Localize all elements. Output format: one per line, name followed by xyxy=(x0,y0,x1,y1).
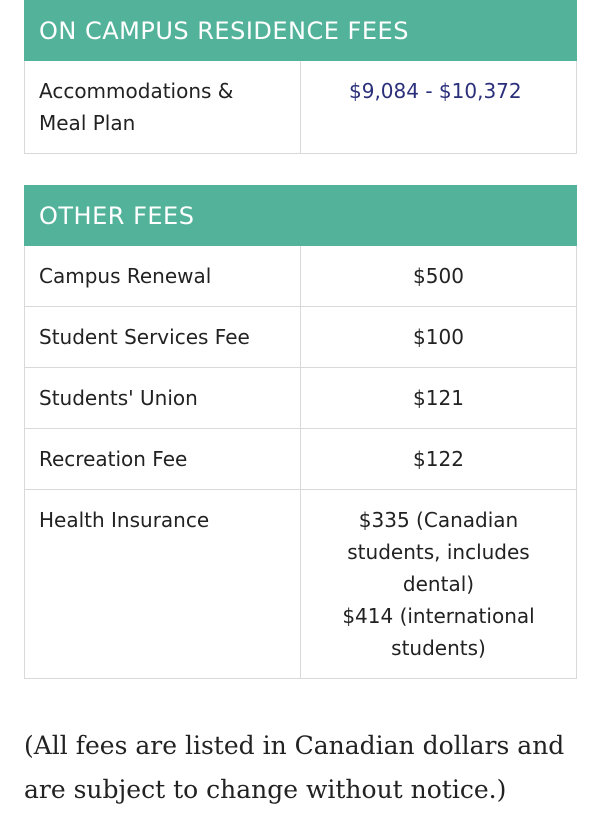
table-row xyxy=(25,490,577,679)
health-insurance-canadian: $335 (Canadian students, includes dental) xyxy=(347,508,530,596)
table-row xyxy=(25,61,577,154)
other-fees-header: OTHER FEES xyxy=(25,186,577,246)
residence-fees-header: ON CAMPUS RESIDENCE FEES xyxy=(25,1,577,61)
students-union-value: $121 xyxy=(301,368,577,429)
table-row xyxy=(25,429,577,490)
residence-fees-table xyxy=(24,0,577,154)
students-union-label: Students' Union xyxy=(25,368,301,429)
other-fees-table xyxy=(24,185,577,679)
health-insurance-international: $414 (international students) xyxy=(342,604,535,660)
accommodations-value: $9,084 - $10,372 xyxy=(301,61,577,154)
health-insurance-value xyxy=(301,490,577,679)
table-row xyxy=(25,307,577,368)
table-row xyxy=(25,246,577,307)
currency-footnote: (All fees are listed in Canadian dollars and are subject to change without notice.) xyxy=(24,731,565,804)
health-insurance-label: Health Insurance xyxy=(25,490,301,679)
campus-renewal-label: Campus Renewal xyxy=(25,246,301,307)
recreation-fee-label: Recreation Fee xyxy=(25,429,301,490)
student-services-value: $100 xyxy=(301,307,577,368)
table-row xyxy=(25,368,577,429)
recreation-fee-value: $122 xyxy=(301,429,577,490)
student-services-label: Student Services Fee xyxy=(25,307,301,368)
accommodations-label: Accommodations & Meal Plan xyxy=(25,61,301,154)
campus-renewal-value: $500 xyxy=(301,246,577,307)
